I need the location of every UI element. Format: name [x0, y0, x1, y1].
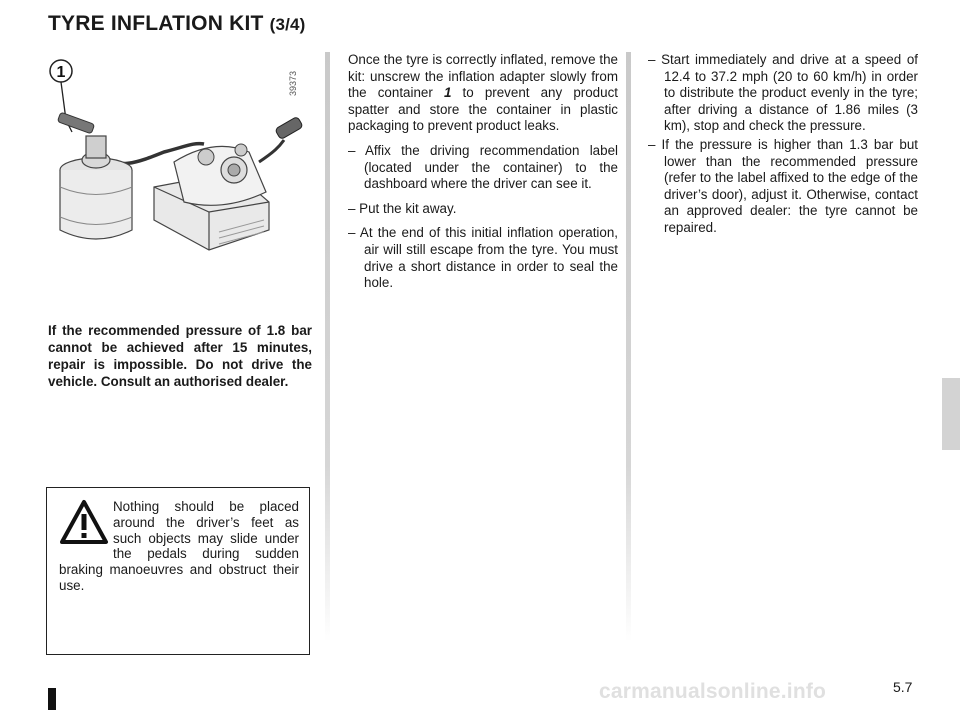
- note-spacer: [59, 499, 113, 561]
- list-item: – Put the kit away.: [348, 200, 457, 216]
- callout-number: 1: [56, 64, 66, 81]
- list-item: – If the pressure is higher than 1.3 bar but lower than the recommended pressure (refer to the label affixed to the edge of the driver’s door), adjust it. Otherwise, contact an approved dealer: the tyre cannot be repaired.: [648, 136, 918, 235]
- warning-triangle-icon: [59, 499, 109, 545]
- page-number: 5.7: [893, 679, 913, 695]
- page-title: [48, 12, 306, 36]
- inflation-kit-illustration: [44, 52, 314, 292]
- right-column: [648, 52, 918, 239]
- illustration-reference: 39373: [288, 70, 298, 96]
- corner-mark: [48, 688, 56, 710]
- container-reference: 1: [443, 85, 452, 101]
- watermark: carmanualsonline.info: [599, 680, 827, 703]
- title-part: (3/4): [269, 15, 306, 34]
- middle-column: [348, 52, 618, 300]
- safety-note-text: Nothing should be placed around the driver’s feet as such objects may slide under the pedals during sudden braking manoeuvres and obstruct their use.: [59, 499, 299, 593]
- removal-paragraph: Once the tyre is correctly inflated, remove the kit: unscrew the inflation adapter slowly from the container 1 to prevent any product spatter and store the container in plastic packaging to prevent product leaks.: [348, 52, 618, 134]
- list-item: – At the end of this initial inflation operation, air will still escape from the tyre. You must drive a short distance in order to seal the hole.: [348, 225, 618, 291]
- safety-note-box: [46, 487, 310, 655]
- list-item: – Affix the driving recommendation label (located under the container) to the dashboard where the driver can see it.: [348, 142, 618, 192]
- column-divider-1: [325, 52, 330, 642]
- title-main: TYRE INFLATION KIT: [48, 12, 264, 35]
- pressure-warning: If the recommended pressure of 1.8 bar cannot be achieved after 15 minutes, repair is impossible. Do not drive the vehicle. Consult an authorised dealer.: [48, 323, 312, 389]
- list-item: – Start immediately and drive at a speed of 12.4 to 37.2 mph (20 to 60 km/h) in order to distribute the product evenly in the tyre; after driving a distance of 1.86 miles (3 km), stop and check the pressure.: [648, 52, 918, 134]
- column-divider-2: [626, 52, 631, 642]
- section-tab: [942, 378, 960, 450]
